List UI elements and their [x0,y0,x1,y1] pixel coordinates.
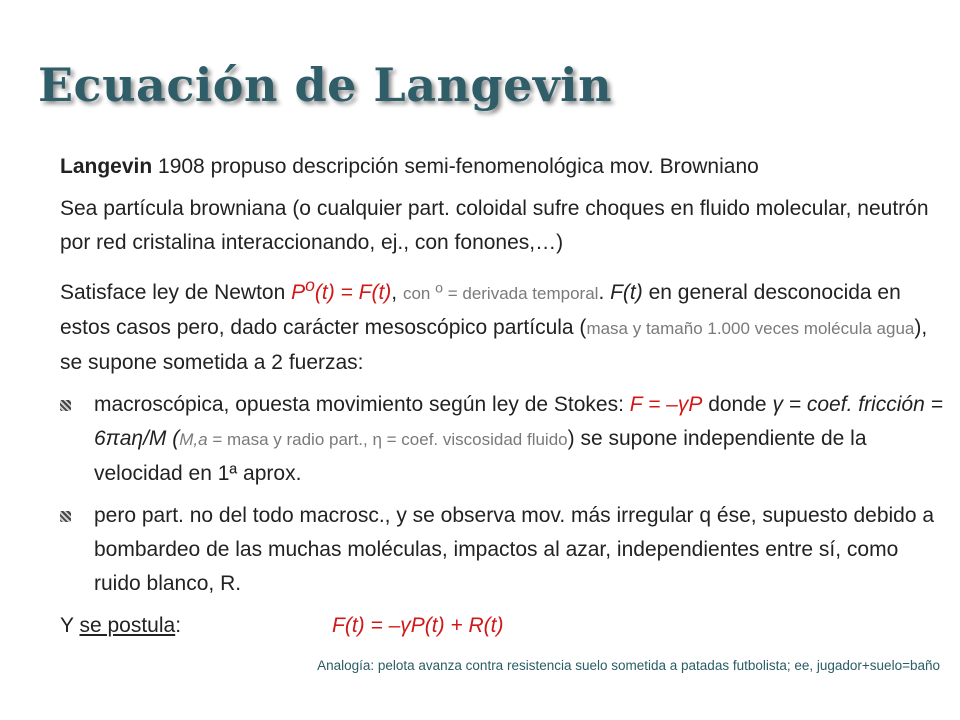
bullet-icon [60,400,71,411]
newton-equation: $P^o(t) = F(t)$ [291,275,392,304]
newton-text-d: en general desconocida en estos casos pero, dado carácter mesoscópico partícula ( [60,281,901,339]
bullet-icon [60,511,71,522]
intro-paragraph [60,150,945,184]
analogy-footnote: Analogía: pelota avanza contra resistencia suelo sometida a patadas futbolista; ee, jugador+suelo=baño [317,658,940,673]
noise-text: pero part. no del todo macrosc., y se observa mov. más irregular q ése, supuesto debido a bombardeo de las muchas moléculas, impactos al azar, independientes entre sí, como ruido blanco, R. [94,504,935,595]
newton-text-a: Satisface ley de Newton [60,281,292,304]
particle-paragraph: Sea partícula browniana (o cualquier part. coloidal sufre choques en fluido molecular, neutrón por red cristalina interaccionando, ej., con fonones,…) [60,197,929,254]
slide-title: Ecuación de Langevin [38,58,613,112]
newton-text-e: ), se supone sometida a 2 fuerzas: [60,316,928,374]
friction-coef: γ = coef. fricción [772,393,925,416]
stokes-equation: F = –γP [629,393,703,416]
slide-body [60,150,945,643]
postulate-label: se postula [79,614,176,637]
postulate-line: Y se postula: F(t) = –γP(t) + R(t) [60,609,945,643]
author-name: Langevin [60,155,153,178]
mass-size-note: masa y tamaño 1.000 veces molécula agua [586,319,915,338]
derivative-note: con $^o$ = derivada temporal [402,280,599,303]
force-symbol: F(t) [610,281,643,304]
bullet-noise [60,499,945,601]
viscosity-note: M,a = masa y radio part., η = coef. viscosidad fluido [179,430,568,449]
bullet-stokes: macroscópica, opuesta movimiento según ley de Stokes: F = –γP donde γ = coef. fricción = 6πaη/M (M,a = masa y radio part., η = coef. viscosidad fluido) se supone independiente de la velocidad en 1ª aprox. [60,388,945,491]
newton-text-b: , [391,281,403,304]
intro-text: 1908 propuso descripción semi-fenomenológica mov. Browniano [152,155,759,178]
newton-paragraph [60,268,945,380]
newton-text-c: . [598,281,611,304]
langevin-equation: F(t) = –γP(t) + R(t) [332,614,504,637]
